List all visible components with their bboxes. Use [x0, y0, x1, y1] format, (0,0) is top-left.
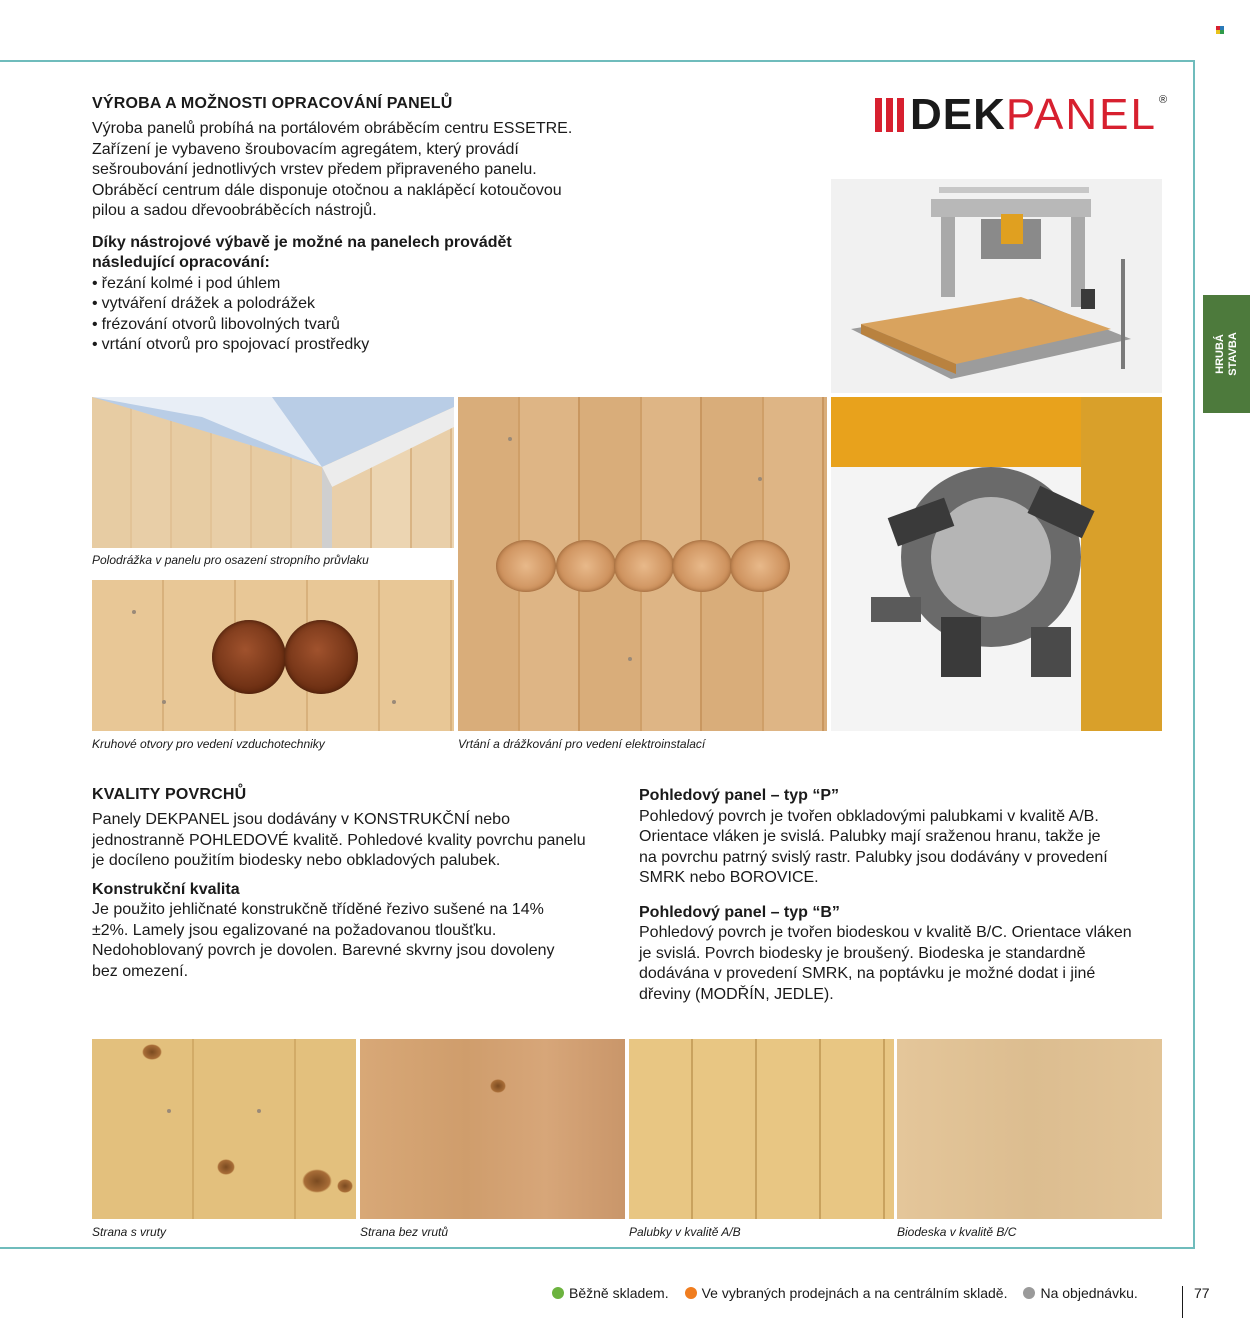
pohledovy-section: [639, 786, 1169, 1005]
list-item: • řezání kolmé i pod úhlem: [92, 274, 632, 295]
intro-line: Obráběcí centrum dále disponuje otočnou a naklápěcí kotoučovou: [92, 181, 562, 199]
page-number: 77: [1194, 1285, 1210, 1301]
dekpanel-logo: [875, 90, 1168, 139]
caption-palubky: Palubky v kvalitě A/B: [629, 1225, 741, 1239]
intro-line: Zařízení je vybaveno šroubovacím agregátem, který provádí: [92, 140, 519, 158]
intro-line: sešroubování jednotlivých vrstev předem připraveného panelu.: [92, 161, 537, 178]
vrtani-photo: [458, 397, 827, 731]
konstrukcni-line: bez omezení.: [92, 962, 189, 980]
logo-bars-icon: [875, 98, 904, 132]
intro-heading: VÝROBA A MOŽNOSTI OPRACOVÁNÍ PANELŮ: [92, 95, 453, 112]
kvality-line: jednostranně POHLEDOVÉ kvalitě. Pohledové kvality povrchu panelu: [92, 831, 586, 849]
strana-bez-vrutu-photo: [360, 1039, 625, 1219]
kvality-line: Panely DEKPANEL jsou dodávány v KONSTRUKČNÍ nebo: [92, 811, 510, 828]
type-p-line: Pohledový povrch je tvořen obkladovými palubkami v kvalitě A/B.: [639, 807, 1099, 825]
type-p-heading: Pohledový panel – typ “P”: [639, 787, 840, 804]
intro-line: pilou a sadou dřevoobráběcích nástrojů.: [92, 202, 377, 219]
type-b-line: dodávána v provedení SMRK, na poptávku je možné dodat i jiné: [639, 965, 1096, 982]
logo-dek: DEK: [910, 90, 1006, 139]
logo-panel: PANEL: [1005, 90, 1157, 139]
intro-section: [92, 95, 632, 356]
kvality-section: [92, 786, 622, 982]
type-b-heading: Pohledový panel – typ “B”: [639, 903, 840, 921]
print-mark-icon: [1216, 26, 1224, 34]
legend-item: [685, 1285, 1008, 1301]
orange-dot-icon: [685, 1287, 697, 1299]
legend-item: [552, 1285, 669, 1301]
polodrazka-photo: [92, 397, 454, 548]
intro-subhead: Díky nástrojové výbavě je možné na panelech provádět: [92, 233, 512, 251]
konstrukcni-heading: Konstrukční kvalita: [92, 880, 240, 898]
konstrukcni-line: Nedohoblovaný povrch je dovolen. Barevné skvrny jsou dovoleny: [92, 942, 555, 959]
legend-label: Ve vybraných prodejnách a na centrálním skladě.: [701, 1285, 1008, 1301]
type-b-line: je svislá. Povrch biodesky je broušený. Biodeska je standardně: [639, 944, 1086, 962]
kvality-line: je docíleno použitím biodesky nebo obkladových palubek.: [92, 852, 501, 869]
section-tab-hruba-stavba[interactable]: [1203, 295, 1250, 413]
page-number-separator: [1182, 1286, 1183, 1318]
type-b-line: dřeviny (MODŘÍN, JEDLE).: [639, 985, 834, 1003]
logo-registered: ®: [1158, 94, 1168, 106]
konstrukcni-line: ±2%. Lamely jsou egalizované na požadovanou tloušťku.: [92, 921, 497, 939]
konstrukcni-line: Je použito jehličnaté konstrukčně tříděné řezivo sušené na 14%: [92, 901, 544, 918]
side-tab-line1: HRUBÁ: [1213, 334, 1226, 374]
legend-label: Běžně skladem.: [569, 1285, 669, 1301]
operations-list: [92, 274, 632, 356]
list-item: • vrtání otvorů pro spojovací prostředky: [92, 335, 632, 356]
intro-subhead: následující opracování:: [92, 254, 270, 271]
caption-biodeska: Biodeska v kvalitě B/C: [897, 1225, 1017, 1239]
caption-vrtani: Vrtání a drážkování pro vedení elektroinstalací: [458, 737, 706, 751]
intro-line: Výroba panelů probíhá na portálovém obráběcím centru ESSETRE.: [92, 120, 573, 137]
legend-item: [1023, 1285, 1137, 1301]
caption-kruhove: Kruhové otvory pro vedení vzduchotechniky: [92, 737, 325, 751]
biodeska-photo: [897, 1039, 1162, 1219]
strana-s-vruty-photo: [92, 1039, 356, 1219]
palubky-photo: [629, 1039, 894, 1219]
cnc-machine-photo: [831, 179, 1162, 393]
type-p-line: SMRK nebo BOROVICE.: [639, 869, 819, 886]
type-p-line: na povrchu patrný svislý rastr. Palubky jsou dodávány v provedení: [639, 848, 1108, 866]
availability-legend: [552, 1285, 1154, 1301]
caption-strana-s-vruty: Strana s vruty: [92, 1225, 167, 1239]
caption-polodrazka: Polodrážka v panelu pro osazení stropního průvlaku: [92, 553, 369, 567]
list-item: • frézování otvorů libovolných tvarů: [92, 315, 632, 336]
list-item: • vytváření drážek a polodrážek: [92, 294, 632, 315]
legend-label: Na objednávku.: [1040, 1285, 1138, 1301]
gray-dot-icon: [1023, 1287, 1035, 1299]
tool-head-photo: [831, 397, 1162, 731]
type-p-line: Orientace vláken je svislá. Palubky mají sraženou hranu, takže je: [639, 828, 1101, 845]
green-dot-icon: [552, 1287, 564, 1299]
type-b-line: Pohledový povrch je tvořen biodeskou v kvalitě B/C. Orientace vláken: [639, 924, 1132, 941]
caption-strana-bez-vrutu: Strana bez vrutů: [360, 1225, 449, 1239]
side-tab-line2: STAVBA: [1226, 332, 1239, 376]
kruhove-otvory-photo: [92, 580, 454, 731]
kvality-heading: KVALITY POVRCHŮ: [92, 786, 247, 803]
